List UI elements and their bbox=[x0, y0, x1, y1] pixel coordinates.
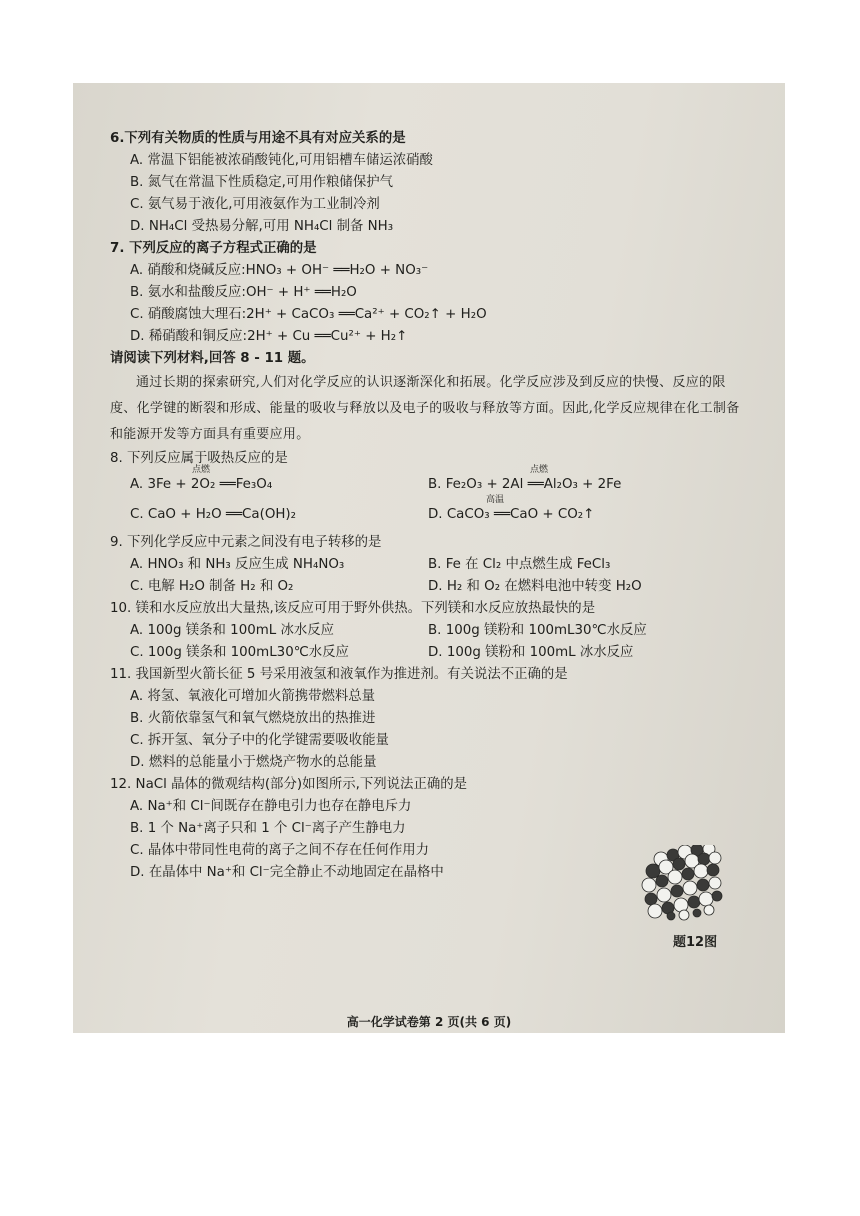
material-intro: 请阅读下列材料,回答 8 - 11 题。 bbox=[110, 351, 315, 366]
question-11-option-c: C. 拆开氢、氧分子中的化学键需要吸收能量 bbox=[130, 733, 389, 748]
question-9-option-b: B. Fe 在 Cl₂ 中点燃生成 FeCl₃ bbox=[428, 557, 611, 572]
question-9-stem: 9. 下列化学反应中元素之间没有电子转移的是 bbox=[110, 535, 382, 550]
question-10-option-d: D. 100g 镁粉和 100mL 冰水反应 bbox=[428, 645, 634, 660]
page-content bbox=[110, 128, 750, 884]
question-8-option-a-text: A. 3Fe + 2O₂ ══Fe₃O₄ bbox=[130, 477, 273, 492]
question-9-option-a: A. HNO₃ 和 NH₃ 反应生成 NH₄NO₃ bbox=[130, 557, 345, 572]
question-8-option-d-text: D. CaCO₃ ══CaO + CO₂↑ bbox=[428, 507, 595, 522]
question-11-option-d: D. 燃料的总能量小于燃烧产物水的总能量 bbox=[130, 755, 377, 770]
question-6-option-b: B. 氮气在常温下性质稳定,可用作粮储保护气 bbox=[130, 175, 393, 190]
question-10-option-b: B. 100g 镁粉和 100mL30℃水反应 bbox=[428, 623, 647, 638]
reaction-condition-d: 高温 bbox=[486, 495, 505, 505]
question-12-option-c: C. 晶体中带同性电荷的离子之间不存在任何作用力 bbox=[130, 843, 430, 858]
exam-page bbox=[73, 83, 785, 1033]
reaction-condition-b: 点燃 bbox=[530, 465, 549, 475]
question-6-option-d: D. NH₄Cl 受热易分解,可用 NH₄Cl 制备 NH₃ bbox=[130, 219, 394, 234]
question-10-option-a: A. 100g 镁条和 100mL 冰水反应 bbox=[130, 623, 335, 638]
question-12-option-d: D. 在晶体中 Na⁺和 Cl⁻完全静止不动地固定在晶格中 bbox=[130, 865, 444, 880]
question-11-stem: 11. 我国新型火箭长征 5 号采用液氢和液氧作为推进剂。有关说法不正确的是 bbox=[110, 667, 568, 682]
figure-caption: 题12图 bbox=[673, 935, 718, 950]
question-12-stem: 12. NaCl 晶体的微观结构(部分)如图所示,下列说法正确的是 bbox=[110, 777, 468, 792]
question-9-options-row-1 bbox=[110, 554, 750, 576]
question-12-option-b: B. 1 个 Na⁺离子只和 1 个 Cl⁻离子产生静电力 bbox=[130, 821, 406, 836]
question-10-stem: 10. 镁和水反应放出大量热,该反应可用于野外供热。下列镁和水反应放热最快的是 bbox=[110, 601, 596, 616]
question-8-stem: 8. 下列反应属于吸热反应的是 bbox=[110, 451, 288, 466]
question-10-options-row-2 bbox=[110, 642, 750, 664]
question-9-options-row-2 bbox=[110, 576, 750, 598]
question-8-option-b bbox=[428, 465, 622, 500]
question-7-stem: 7. 下列反应的离子方程式正确的是 bbox=[110, 241, 317, 256]
question-8-option-d bbox=[428, 495, 595, 530]
question-12-option-a: A. Na⁺和 Cl⁻间既存在静电引力也存在静电斥力 bbox=[130, 799, 412, 814]
question-6-option-c: C. 氨气易于液化,可用液氨作为工业制冷剂 bbox=[130, 197, 380, 212]
question-7-option-b: B. 氨水和盐酸反应:OH⁻ + H⁺ ══H₂O bbox=[130, 285, 357, 300]
question-9-option-c: C. 电解 H₂O 制备 H₂ 和 O₂ bbox=[130, 579, 294, 594]
question-7-option-a: A. 硝酸和烧碱反应:HNO₃ + OH⁻ ══H₂O + NO₃⁻ bbox=[130, 263, 429, 278]
question-9-option-d: D. H₂ 和 O₂ 在燃料电池中转变 H₂O bbox=[428, 579, 642, 594]
question-6-stem: 6.下列有关物质的性质与用途不具有对应关系的是 bbox=[110, 131, 406, 146]
question-8-option-a bbox=[110, 465, 428, 500]
question-6-option-a: A. 常温下铝能被浓硝酸钝化,可用铝槽车储运浓硝酸 bbox=[130, 153, 433, 168]
question-10-options-row-1 bbox=[110, 620, 750, 642]
question-11-option-a: A. 将氢、氧液化可增加火箭携带燃料总量 bbox=[130, 689, 376, 704]
lattice-spheres bbox=[642, 845, 722, 920]
reaction-condition-a: 点燃 bbox=[192, 465, 211, 475]
material-passage: 通过长期的探索研究,人们对化学反应的认识逐渐深化和拓展。化学反应涉及到反应的快慢、反应的限度、化学键的断裂和形成、能量的吸收与释放以及电子的吸收与释放等方面。因此,化学反应规律在化工制备和能源开发等方面具有重要应用。 bbox=[110, 375, 740, 442]
question-11-option-b: B. 火箭依靠氢气和氧气燃烧放出的热推进 bbox=[130, 711, 376, 726]
question-8-option-c: C. CaO + H₂O ══Ca(OH)₂ bbox=[130, 507, 297, 522]
question-8-option-b-text: B. Fe₂O₃ + 2Al ══Al₂O₃ + 2Fe bbox=[428, 477, 622, 492]
nacl-crystal-lattice-image bbox=[639, 845, 725, 921]
question-7-option-d: D. 稀硝酸和铜反应:2H⁺ + Cu ══Cu²⁺ + H₂↑ bbox=[130, 329, 408, 344]
question-10-option-c: C. 100g 镁条和 100mL30℃水反应 bbox=[130, 645, 349, 660]
page-footer: 高一化学试卷第 2 页(共 6 页) bbox=[346, 1015, 512, 1029]
question-8-options-row-1 bbox=[110, 465, 750, 500]
question-8-options-row-2 bbox=[110, 495, 750, 530]
question-7-option-c: C. 硝酸腐蚀大理石:2H⁺ + CaCO₃ ══Ca²⁺ + CO₂↑ + H₂O bbox=[130, 307, 487, 322]
